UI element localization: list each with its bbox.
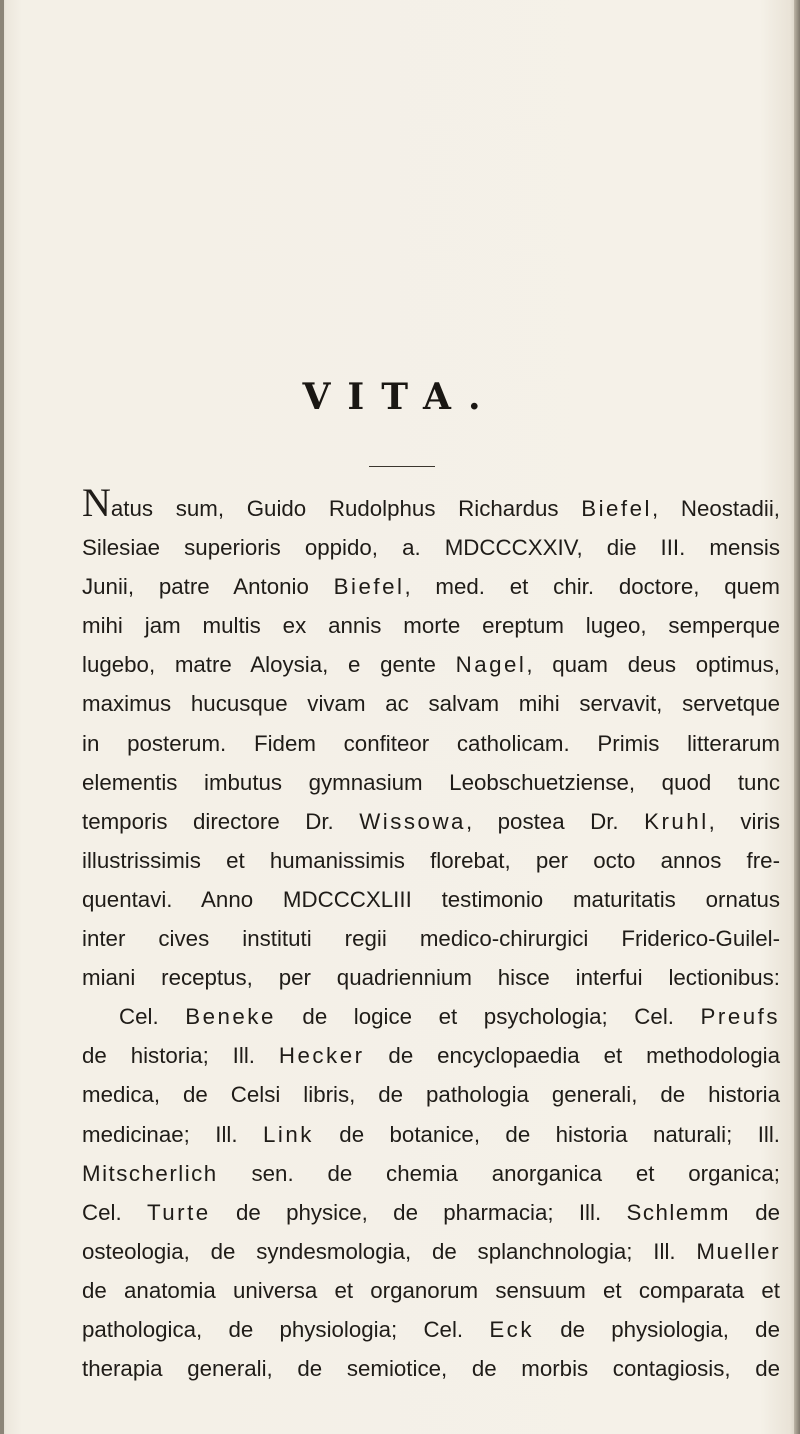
text-line-18: Mitscherlich sen. de chemia anorganica et organica; xyxy=(82,1160,780,1186)
text-line-22: pathologica, de physiologia; Cel. Eck de physiologia, de xyxy=(82,1316,780,1342)
person-name: Mueller xyxy=(696,1238,780,1264)
text-line-11: quentavi. Anno MDCCCXLIII testimonio maturitatis ornatus xyxy=(82,886,780,912)
person-name: Kruhl xyxy=(644,808,709,834)
person-name: Wissowa xyxy=(359,808,466,834)
biography-paragraph xyxy=(82,480,780,1388)
text-line-15: de historia; Ill. Hecker de encyclopaedia et methodologia xyxy=(82,1043,780,1069)
text-line-1: Natus sum, Guido Rudolphus Richardus Biefel, Neostadii, xyxy=(82,480,780,525)
person-name: Schlemm xyxy=(626,1199,730,1225)
text-line-21: de anatomia universa et organorum sensuum et comparata et xyxy=(82,1277,780,1303)
person-name: Preufs xyxy=(700,1004,780,1030)
text-line-20: osteologia, de syndesmologia, de splanchnologia; Ill. Mueller xyxy=(82,1238,780,1264)
text-line-5: lugebo, matre Aloysia, e gente Nagel, quam deus optimus, xyxy=(82,652,780,678)
text-line-23: therapia generali, de semiotice, de morbis contagiosis, de xyxy=(82,1356,780,1382)
text-line-4: mihi jam multis ex annis morte ereptum lugeo, semperque xyxy=(82,613,780,639)
text-line-14: Cel. Beneke de logice et psychologia; Cel. Preufs xyxy=(119,1004,780,1030)
text-line-17: medicinae; Ill. Link de botanice, de historia naturali; Ill. xyxy=(82,1121,780,1147)
text-line-3: Junii, patre Antonio Biefel, med. et chir. doctore, quem xyxy=(82,574,780,600)
title-divider xyxy=(369,466,435,467)
person-name: Eck xyxy=(489,1316,534,1342)
page-title: VITA. xyxy=(302,376,498,418)
page-left-edge xyxy=(0,0,4,1434)
text-line-7: in posterum. Fidem confiteor catholicam. Primis litterarum xyxy=(82,730,780,756)
person-name: Hecker xyxy=(278,1043,365,1069)
text-line-19: Cel. Turte de physice, de pharmacia; Ill. Schlemm de xyxy=(82,1199,780,1225)
text-line-16: medica, de Celsi libris, de pathologia generali, de historia xyxy=(82,1082,780,1108)
text-line-9: temporis directore Dr. Wissowa, postea Dr. Kruhl, viris xyxy=(82,808,780,834)
person-name: Biefel xyxy=(581,496,652,521)
text-line-6: maximus hucusque vivam ac salvam mihi servavit, servetque xyxy=(82,691,780,717)
person-name: Beneke xyxy=(185,1004,276,1030)
text-line-2: Silesiae superioris oppido, a. MDCCCXXIV, die III. mensis xyxy=(82,535,780,561)
person-name: Mitscherlich xyxy=(82,1160,218,1186)
text-line-12: inter cives instituti regii medico-chirurgici Friderico-Guilel- xyxy=(82,926,780,952)
text-line-13: miani receptus, per quadriennium hisce interfui lectionibus: xyxy=(82,965,780,991)
text-line-10: illustrissimis et humanissimis florebat, per octo annos fre- xyxy=(82,847,780,873)
person-name: Link xyxy=(262,1121,314,1147)
initial-capital: N xyxy=(82,480,111,525)
text-line-8: elementis imbutus gymnasium Leobschuetziense, quod tunc xyxy=(82,769,780,795)
person-name: Turte xyxy=(146,1199,211,1225)
person-name: Nagel xyxy=(455,652,527,678)
page-right-edge xyxy=(794,0,800,1434)
person-name: Biefel xyxy=(333,574,405,600)
